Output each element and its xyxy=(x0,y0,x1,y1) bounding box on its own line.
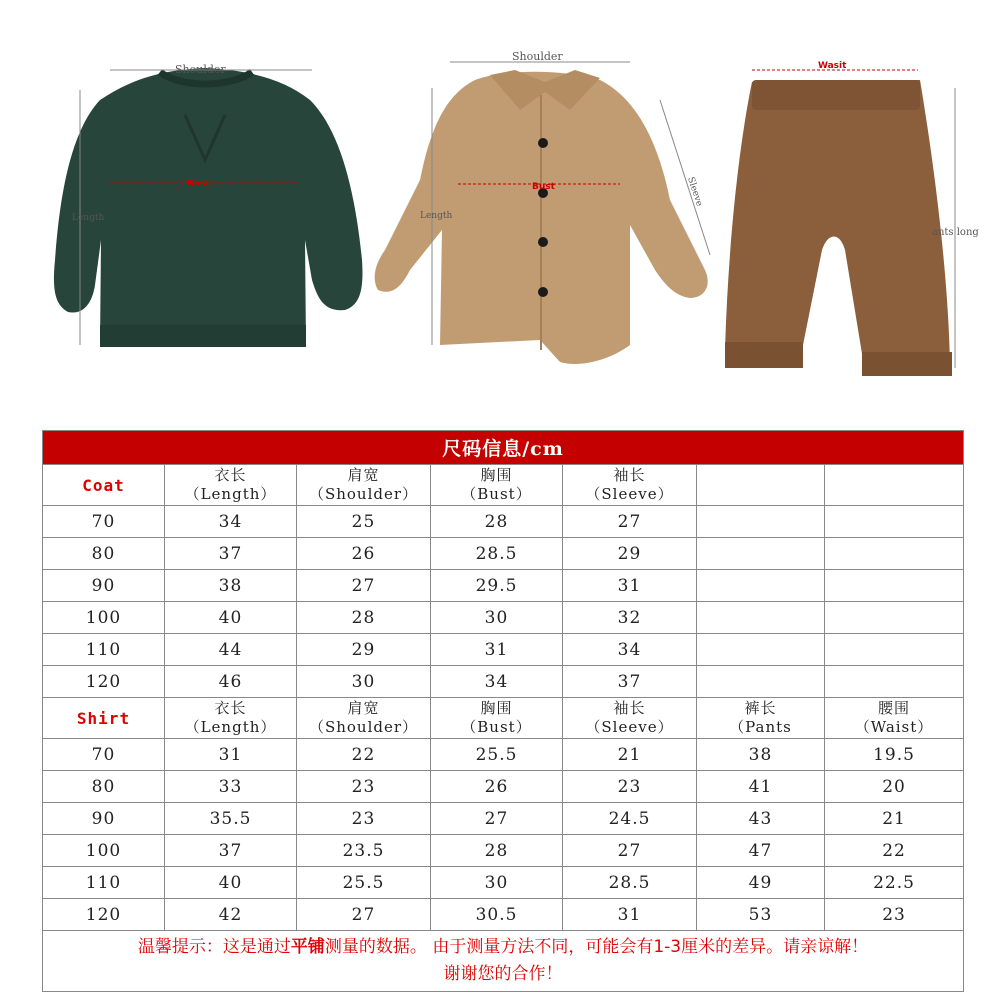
sweater-shoulder-label: Shoulder xyxy=(175,63,226,76)
measurement-cell: 49 xyxy=(697,867,825,899)
table-row xyxy=(43,899,964,931)
measurement-cell xyxy=(697,666,825,698)
measurement-cell xyxy=(697,634,825,666)
measurement-cell: 38 xyxy=(165,570,297,602)
measurement-cell: 25.5 xyxy=(431,739,563,771)
measurement-cell xyxy=(825,666,964,698)
measurement-cell: 32 xyxy=(563,602,697,634)
measurement-cell: 31 xyxy=(563,570,697,602)
measurement-cell: 31 xyxy=(431,634,563,666)
column-header xyxy=(697,465,825,506)
sweater-bust-label: Bust xyxy=(187,179,210,189)
measurement-cell xyxy=(825,570,964,602)
size-cell: 80 xyxy=(43,771,165,803)
measurement-cell: 37 xyxy=(165,835,297,867)
measurement-cell: 31 xyxy=(563,899,697,931)
size-cell: 110 xyxy=(43,867,165,899)
shirt-header-row xyxy=(43,698,964,739)
shirt-sleeve-label: Sleeve xyxy=(685,175,704,208)
coat-rows xyxy=(43,506,964,698)
garment-drawings xyxy=(0,0,1000,410)
measurement-cell: 22 xyxy=(297,739,431,771)
measurement-cell: 34 xyxy=(165,506,297,538)
garment-illustrations xyxy=(0,0,1000,410)
measurement-cell: 30 xyxy=(297,666,431,698)
note-text-before: 温馨提示：这是通过 xyxy=(137,937,291,957)
measurement-cell: 25.5 xyxy=(297,867,431,899)
measurement-cell: 19.5 xyxy=(825,739,964,771)
column-header: 衣长 （Length） xyxy=(165,698,297,739)
table-row xyxy=(43,538,964,570)
measurement-cell: 40 xyxy=(165,602,297,634)
measurement-cell: 35.5 xyxy=(165,803,297,835)
column-header: 胸围 （Bust） xyxy=(431,698,563,739)
table-row xyxy=(43,867,964,899)
measurement-cell: 24.5 xyxy=(563,803,697,835)
measurement-cell: 31 xyxy=(165,739,297,771)
green-sweater-image xyxy=(54,68,363,347)
size-chart-table xyxy=(42,430,964,992)
shirt-bust-label: Bust xyxy=(532,182,555,192)
measurement-cell: 43 xyxy=(697,803,825,835)
measurement-cell: 26 xyxy=(431,771,563,803)
measurement-cell: 29 xyxy=(297,634,431,666)
measurement-cell: 44 xyxy=(165,634,297,666)
measurement-cell: 30 xyxy=(431,867,563,899)
brown-pants-image xyxy=(725,70,955,376)
table-row xyxy=(43,634,964,666)
measurement-cell xyxy=(825,634,964,666)
measurement-cell: 23 xyxy=(297,803,431,835)
measurement-cell: 21 xyxy=(825,803,964,835)
measurement-cell xyxy=(825,506,964,538)
measurement-cell: 22 xyxy=(825,835,964,867)
measurement-cell xyxy=(825,538,964,570)
size-cell: 90 xyxy=(43,570,165,602)
shirt-shoulder-label: Shoulder xyxy=(512,50,563,63)
measurement-cell: 26 xyxy=(297,538,431,570)
measurement-cell: 34 xyxy=(431,666,563,698)
measurement-cell xyxy=(697,602,825,634)
measurement-cell: 29.5 xyxy=(431,570,563,602)
table-title: 尺码信息/cm xyxy=(43,431,964,465)
measurement-cell: 28 xyxy=(431,506,563,538)
size-cell: 100 xyxy=(43,602,165,634)
measurement-cell: 22.5 xyxy=(825,867,964,899)
measurement-cell: 53 xyxy=(697,899,825,931)
column-header xyxy=(825,465,964,506)
measurement-cell: 20 xyxy=(825,771,964,803)
pants-long-label: ants long xyxy=(932,227,979,238)
measurement-cell: 28.5 xyxy=(431,538,563,570)
measurement-cell: 23 xyxy=(563,771,697,803)
measurement-cell: 37 xyxy=(165,538,297,570)
size-cell: 120 xyxy=(43,666,165,698)
measurement-cell: 34 xyxy=(563,634,697,666)
table-row xyxy=(43,771,964,803)
size-cell: 120 xyxy=(43,899,165,931)
table-row xyxy=(43,666,964,698)
note-text-bold: 平铺 xyxy=(290,937,325,957)
measurement-cell: 23 xyxy=(825,899,964,931)
table-row xyxy=(43,835,964,867)
column-header: 裤长 （Pants xyxy=(697,698,825,739)
shirt-rows xyxy=(43,739,964,931)
measurement-note xyxy=(43,931,964,992)
size-cell: 90 xyxy=(43,803,165,835)
measurement-cell: 28 xyxy=(297,602,431,634)
coat-header-row xyxy=(43,465,964,506)
table-row xyxy=(43,570,964,602)
shirt-length-label: Length xyxy=(420,211,453,221)
measurement-cell: 37 xyxy=(563,666,697,698)
shirt-section-label: Shirt xyxy=(43,698,165,739)
measurement-cell: 28.5 xyxy=(563,867,697,899)
measurement-cell: 27 xyxy=(297,570,431,602)
note-text-after: 测量的数据。 由于测量方法不同，可能会有1-3厘米的差异。请亲谅解！ xyxy=(324,937,869,957)
sweater-length-label: Length xyxy=(72,213,105,223)
size-cell: 70 xyxy=(43,506,165,538)
measurement-cell: 33 xyxy=(165,771,297,803)
table-row xyxy=(43,739,964,771)
column-header: 袖长 （Sleeve） xyxy=(563,698,697,739)
measurement-cell xyxy=(697,538,825,570)
measurement-cell xyxy=(697,506,825,538)
measurement-cell: 27 xyxy=(431,803,563,835)
table-row xyxy=(43,602,964,634)
column-header: 腰围 （Waist） xyxy=(825,698,964,739)
size-cell: 110 xyxy=(43,634,165,666)
measurement-cell: 27 xyxy=(563,835,697,867)
measurement-cell: 42 xyxy=(165,899,297,931)
measurement-cell xyxy=(697,570,825,602)
measurement-cell: 21 xyxy=(563,739,697,771)
measurement-cell: 27 xyxy=(297,899,431,931)
size-cell: 70 xyxy=(43,739,165,771)
measurement-cell: 40 xyxy=(165,867,297,899)
measurement-cell: 23 xyxy=(297,771,431,803)
measurement-cell: 46 xyxy=(165,666,297,698)
measurement-cell: 30 xyxy=(431,602,563,634)
table-row xyxy=(43,803,964,835)
size-cell: 100 xyxy=(43,835,165,867)
column-header: 肩宽 （Shoulder） xyxy=(297,698,431,739)
column-header: 肩宽 （Shoulder） xyxy=(297,465,431,506)
column-header: 衣长 （Length） xyxy=(165,465,297,506)
note-thanks: 谢谢您的合作！ xyxy=(443,964,563,984)
measurement-cell xyxy=(825,602,964,634)
size-cell: 80 xyxy=(43,538,165,570)
measurement-cell: 47 xyxy=(697,835,825,867)
measurement-cell: 27 xyxy=(563,506,697,538)
measurement-cell: 25 xyxy=(297,506,431,538)
column-header: 袖长 （Sleeve） xyxy=(563,465,697,506)
coat-section-label: Coat xyxy=(43,465,165,506)
measurement-cell: 28 xyxy=(431,835,563,867)
measurement-cell: 29 xyxy=(563,538,697,570)
column-header: 胸围 （Bust） xyxy=(431,465,563,506)
pants-waist-label: Wasit xyxy=(818,61,847,71)
measurement-cell: 41 xyxy=(697,771,825,803)
measurement-cell: 23.5 xyxy=(297,835,431,867)
measurement-cell: 30.5 xyxy=(431,899,563,931)
measurement-cell: 38 xyxy=(697,739,825,771)
table-row xyxy=(43,506,964,538)
